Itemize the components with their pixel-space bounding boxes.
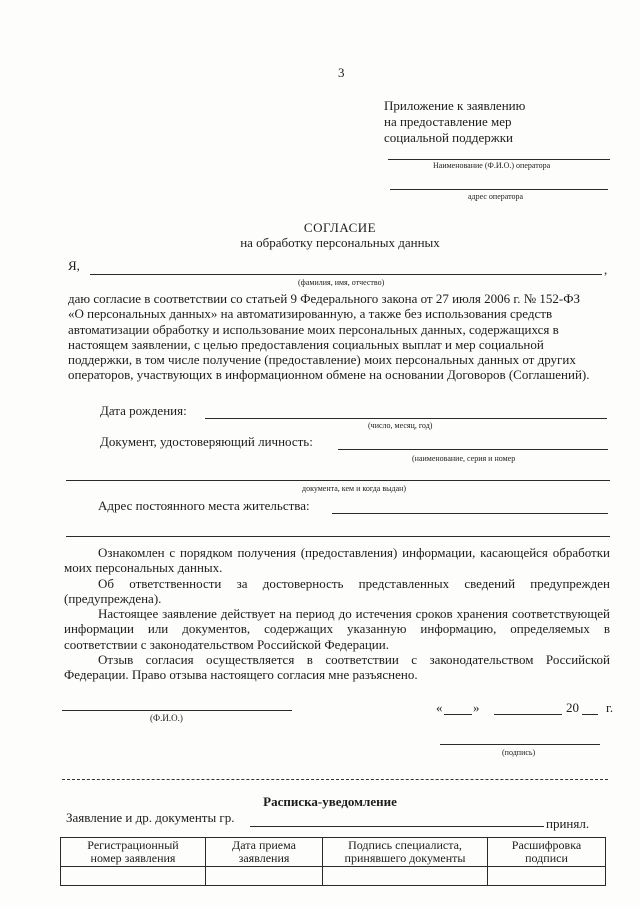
cell-signature-decoding[interactable] (488, 867, 606, 886)
receipt-accepted: принял. (546, 816, 590, 831)
consent-line-1: даю согласие в соответствии со статьей 9 Федерального закона от 27 июля 2006 г. № 152-ФЗ (68, 291, 581, 306)
consent-paragraph (68, 291, 612, 383)
notice-paragraph-2: Об ответственности за достоверность представленных сведений предупрежден (предупреждена). (64, 575, 610, 606)
address-label: Адрес постоянного места жительства: (98, 498, 310, 513)
cell-reg-number[interactable] (61, 867, 206, 886)
address-line[interactable] (332, 513, 608, 514)
operator-address-line[interactable] (390, 189, 608, 190)
appendix-line-1: Приложение к заявлению (384, 98, 526, 113)
signature-caption: (подпись) (502, 748, 536, 757)
column-header-line: Дата приема (232, 838, 296, 852)
ya-label: Я, (68, 258, 80, 273)
column-header-line: заявления (238, 851, 290, 865)
table-row (61, 867, 606, 886)
column-header-specialist-signature (323, 838, 488, 867)
appendix-note (384, 98, 525, 146)
receipt-statement: Заявление и др. документы гр. (66, 810, 235, 825)
consent-line-4: настоящем заявлении, с целью предоставления социальных выплат и мер социальной (68, 336, 544, 352)
table-header-row (61, 838, 606, 867)
fio-caption: (Ф.И.О.) (150, 713, 183, 723)
column-header-line: Расшифровка (511, 838, 582, 852)
birth-date-caption: (число, месяц, год) (368, 421, 433, 430)
consent-line-3: автоматизации обработку и использование моих персональных данных, содержащихся в (68, 321, 559, 337)
column-header-accept-date (206, 838, 323, 867)
date-year-line[interactable] (582, 714, 598, 715)
column-header-signature-decoding (488, 838, 606, 867)
appendix-line-2: на предоставление мер (384, 114, 512, 129)
document-line[interactable] (338, 449, 608, 450)
appendix-line-3: социальной поддержки (384, 130, 513, 145)
date-year-suffix: г. (606, 700, 614, 715)
column-header-line: принявшего документы (344, 851, 466, 865)
consent-line-6: операторов, участвующих в информационном обмене на основании Договоров (Соглашений). (68, 367, 590, 383)
receipt-name-line[interactable] (250, 826, 544, 827)
cut-line (62, 779, 608, 780)
document-title: СОГЛАСИЕ (303, 220, 377, 235)
column-header-line: подписи (525, 851, 568, 865)
operator-name-line[interactable] (388, 159, 610, 160)
cell-accept-date[interactable] (206, 867, 323, 886)
page-number: 3 (338, 65, 345, 80)
receipt-title: Расписка-уведомление (263, 794, 397, 809)
birth-date-line[interactable] (205, 418, 607, 419)
full-name-line[interactable] (90, 274, 602, 275)
document-line-2[interactable] (66, 480, 610, 481)
operator-address-caption: адрес оператора (468, 192, 524, 201)
column-header-reg-number (61, 838, 206, 867)
address-line-2[interactable] (66, 536, 610, 537)
consent-line-5: поддержки, в том числе получение (предоставление) моих персональных данных от других (68, 352, 576, 368)
operator-name-caption: Наименование (Ф.И.О.) оператора (433, 161, 551, 170)
birth-date-label: Дата рождения: (100, 403, 187, 418)
full-name-comma: , (604, 262, 608, 277)
consent-line-2: «О персональных данных» на автоматизированную, а также без использования средств (68, 306, 553, 322)
date-quote-close: » (473, 700, 480, 715)
date-day-line[interactable] (444, 714, 472, 715)
date-year-prefix: 20 (566, 700, 579, 715)
date-quote-open: « (436, 700, 443, 715)
column-header-line: Подпись специалиста, (348, 838, 462, 852)
column-header-line: Регистрационный (87, 838, 179, 852)
notice-paragraph-3: Настоящее заявление действует на период до истечения сроков хранения соответствующей информации или документов, содержащих указанную информацию, определяемых в соответствии с законодательством Российской Федерации. (64, 606, 610, 652)
document-subtitle: на обработку персональных данных (240, 235, 440, 250)
document-label: Документ, удостоверяющий личность: (100, 434, 313, 449)
full-name-caption: (фамилия, имя, отчество) (298, 278, 385, 287)
notice-paragraph-4: Отзыв согласия осуществляется в соответствии с законодательством Российской Федерации. Право отзыва настоящего согласия мне разъяснено. (64, 652, 610, 683)
date-month-line[interactable] (494, 714, 562, 715)
document-caption-2: документа, кем и когда выдан) (302, 484, 407, 493)
column-header-line: номер заявления (90, 851, 176, 865)
receipt-table (60, 837, 606, 886)
signature-line[interactable] (440, 744, 600, 745)
document-caption: (наименование, серия и номер (412, 454, 516, 463)
cell-specialist-signature[interactable] (323, 867, 488, 886)
notice-block (64, 545, 610, 683)
fio-line[interactable] (62, 710, 292, 711)
notice-paragraph-1: Ознакомлен с порядком получения (предоставления) информации, касающейся обработки моих персональных данных. (64, 545, 610, 576)
